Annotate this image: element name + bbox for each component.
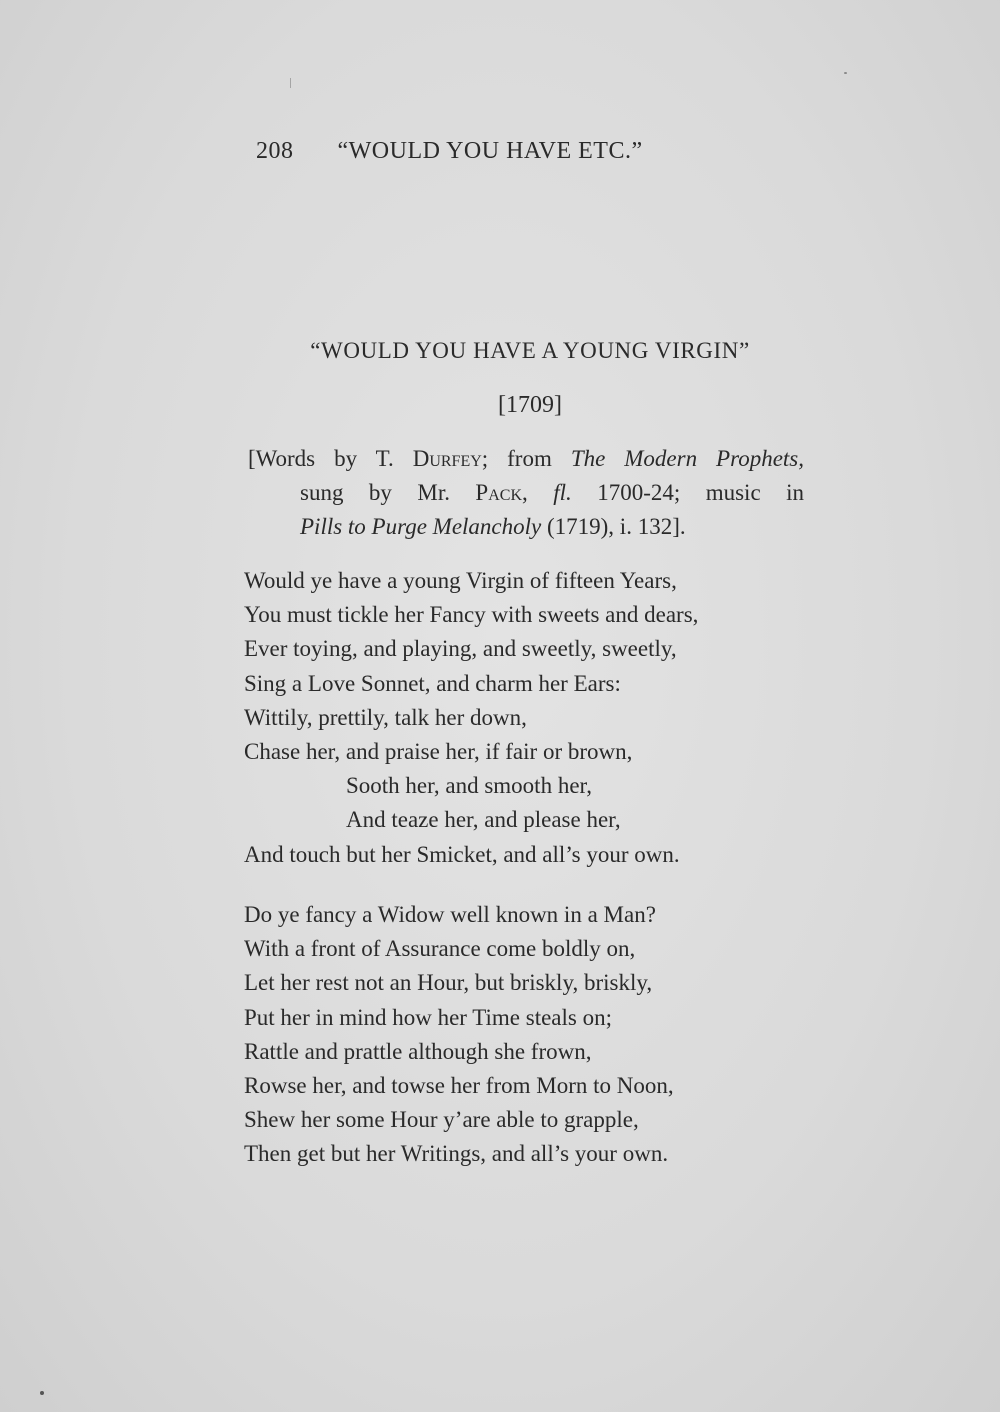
verse-line-indented: Sooth her, and smooth her, xyxy=(346,773,593,799)
stanza-2 xyxy=(244,898,796,1172)
verse-line: Shew her some Hour y’are able to grapple, xyxy=(244,1107,639,1133)
paper-speck xyxy=(290,78,291,88)
source-note-line-2: sung by Mr. Pack, fl. 1700-24; music in xyxy=(300,480,805,505)
verse-line: Do ye fancy a Widow well known in a Man? xyxy=(244,902,656,927)
verse-line: Let her rest not an Hour, but briskly, briskly, xyxy=(244,970,653,996)
song-year: [1709] xyxy=(498,392,562,418)
running-title: “WOULD YOU HAVE ETC.” xyxy=(337,138,643,164)
paper-speck xyxy=(844,72,847,74)
verse-line-indented: And teaze her, and please her, xyxy=(346,807,621,833)
verse-line: Would ye have a young Virgin of fifteen Years, xyxy=(244,568,677,593)
verse-line: Ever toying, and playing, and sweetly, sweetly, xyxy=(244,636,677,662)
singer-name: Pack xyxy=(475,480,522,505)
verse-line: Wittily, prettily, talk her down, xyxy=(244,704,527,730)
floruit-abbrev: fl. xyxy=(553,480,572,505)
page-number: 208 xyxy=(256,138,294,164)
verse-line: With a front of Assurance come boldly on, xyxy=(244,936,636,962)
work-title: The Modern Prophets, xyxy=(570,446,805,471)
verse-line: You must tickle her Fancy with sweets and dears, xyxy=(244,602,699,628)
verse-line: Then get but her Writings, and all’s your own. xyxy=(244,1141,669,1167)
song-title: “WOULD YOU HAVE A YOUNG VIRGIN” xyxy=(310,338,750,363)
verse-line: Put her in mind how her Time steals on; xyxy=(244,1004,612,1030)
running-head xyxy=(256,138,643,165)
verse-line: And touch but her Smicket, and all’s your own. xyxy=(244,841,680,867)
verse-line: Chase her, and praise her, if fair or brown, xyxy=(244,739,633,765)
source-note xyxy=(248,442,804,544)
music-source-title: Pills to Purge Melancholy xyxy=(300,514,542,539)
stanza-1 xyxy=(244,564,796,872)
verse-line: Rattle and prattle although she frown, xyxy=(244,1038,592,1064)
paper-speck xyxy=(40,1391,44,1395)
verse-line: Rowse her, and towse her from Morn to Noon, xyxy=(244,1073,674,1099)
verse-line: Sing a Love Sonnet, and charm her Ears: xyxy=(244,670,621,696)
source-note-line-1: [Words by T. Durfey; from The Modern Prophets, xyxy=(248,446,805,471)
source-note-line-3: Pills to Purge Melancholy (1719), i. 132]. xyxy=(300,514,686,539)
author-name: Durfey xyxy=(412,446,482,471)
